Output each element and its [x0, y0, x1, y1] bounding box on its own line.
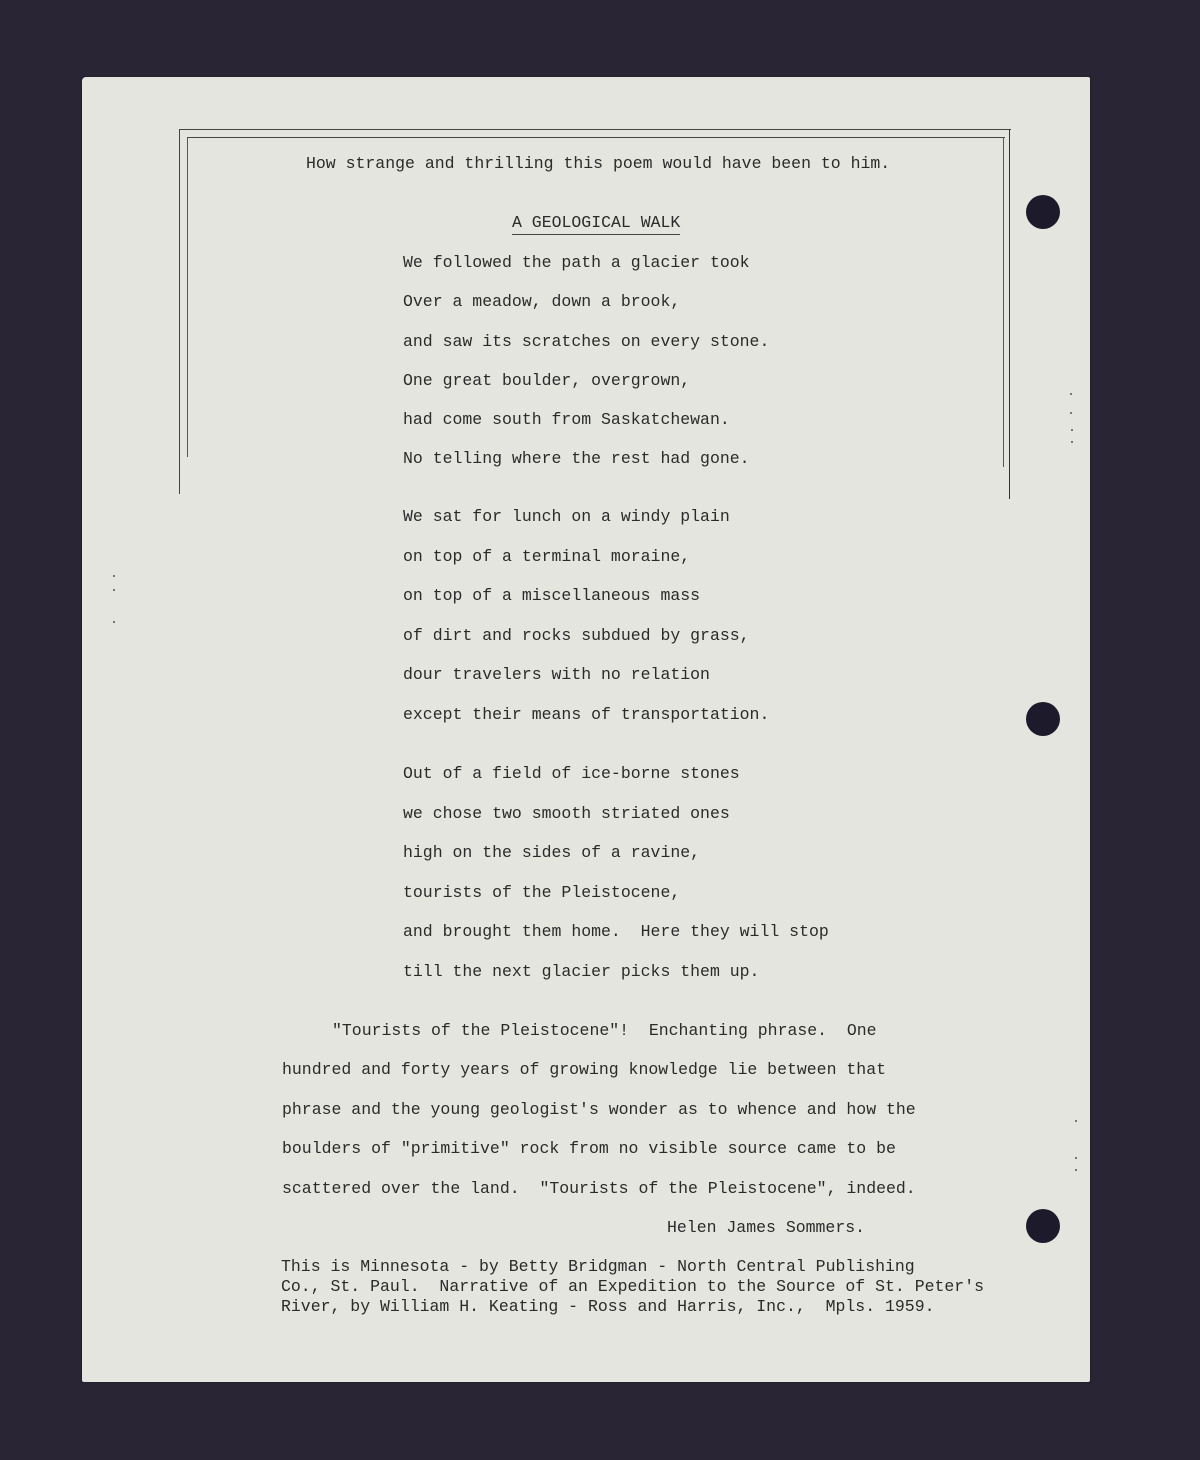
reference-line: This is Minnesota - by Betty Bridgman - North Central Publishing	[281, 1257, 915, 1276]
margin-speck	[1070, 393, 1072, 395]
author-signature: Helen James Sommers.	[667, 1218, 866, 1237]
poem-line: No telling where the rest had gone.	[403, 449, 750, 469]
poem-line: One great boulder, overgrown,	[403, 370, 691, 390]
references-block	[281, 1257, 984, 1317]
margin-speck	[1075, 1157, 1077, 1159]
commentary-line: phrase and the young geologist's wonder as to whence and how the	[282, 1099, 916, 1119]
commentary-line: hundred and forty years of growing knowledge lie between that	[282, 1060, 886, 1080]
poem-line: on top of a terminal moraine,	[403, 546, 691, 566]
poem-line: Out of a field of ice-borne stones	[403, 764, 740, 783]
poem-line: Over a meadow, down a brook,	[403, 292, 681, 312]
poem-line: We sat for lunch on a windy plain	[403, 507, 730, 526]
poem-line: of dirt and rocks subdued by grass,	[403, 625, 750, 645]
reference-line: River, by William H. Keating - Ross and Harris, Inc., Mpls. 1959.	[281, 1297, 935, 1316]
margin-speck	[1070, 412, 1072, 414]
margin-speck	[1075, 1169, 1077, 1171]
margin-speck	[113, 621, 115, 623]
punch-hole-bottom	[1026, 1209, 1060, 1243]
margin-speck	[113, 589, 115, 591]
typewritten-page	[82, 77, 1090, 1382]
poem-line: till the next glacier picks them up.	[403, 961, 760, 981]
intro-sentence: How strange and thrilling this poem would have been to him.	[306, 154, 891, 173]
poem-line: tourists of the Pleistocene,	[403, 882, 681, 902]
poem-stanza-1	[403, 253, 769, 489]
commentary-paragraph	[282, 1021, 916, 1218]
margin-speck	[1075, 1120, 1077, 1122]
poem-line: had come south from Saskatchewan.	[403, 410, 730, 430]
frame-border-left-inner	[187, 137, 188, 457]
frame-border-left-outer	[179, 129, 180, 494]
poem-line: and brought them home. Here they will stop	[403, 922, 829, 942]
poem-line: high on the sides of a ravine,	[403, 843, 701, 863]
frame-border-right-inner	[1003, 137, 1004, 467]
frame-border-right-outer	[1009, 129, 1010, 499]
poem-line: and saw its scratches on every stone.	[403, 331, 770, 351]
poem-stanza-3	[403, 764, 829, 1002]
reference-line: Co., St. Paul. Narrative of an Expedition to the Source of St. Peter's	[281, 1277, 985, 1296]
margin-speck	[113, 575, 115, 577]
punch-hole-middle	[1026, 702, 1060, 736]
margin-speck	[1071, 429, 1073, 431]
commentary-line: "Tourists of the Pleistocene"! Enchanting phrase. One	[332, 1021, 877, 1040]
punch-hole-top	[1026, 195, 1060, 229]
commentary-line: scattered over the land. "Tourists of the Pleistocene", indeed.	[282, 1178, 916, 1198]
poem-line: dour travelers with no relation	[403, 665, 710, 685]
frame-border-inner-top	[187, 137, 1005, 138]
poem-line: on top of a miscellaneous mass	[403, 586, 701, 606]
commentary-line: boulders of "primitive" rock from no visible source came to be	[282, 1139, 896, 1159]
poem-stanza-2	[403, 507, 769, 745]
poem-line: we chose two smooth striated ones	[403, 803, 730, 823]
margin-speck	[1071, 441, 1073, 443]
poem-title: A GEOLOGICAL WALK	[512, 213, 680, 235]
poem-line: We followed the path a glacier took	[403, 253, 750, 272]
frame-border-outer-top	[179, 129, 1011, 130]
poem-line: except their means of transportation.	[403, 704, 770, 724]
